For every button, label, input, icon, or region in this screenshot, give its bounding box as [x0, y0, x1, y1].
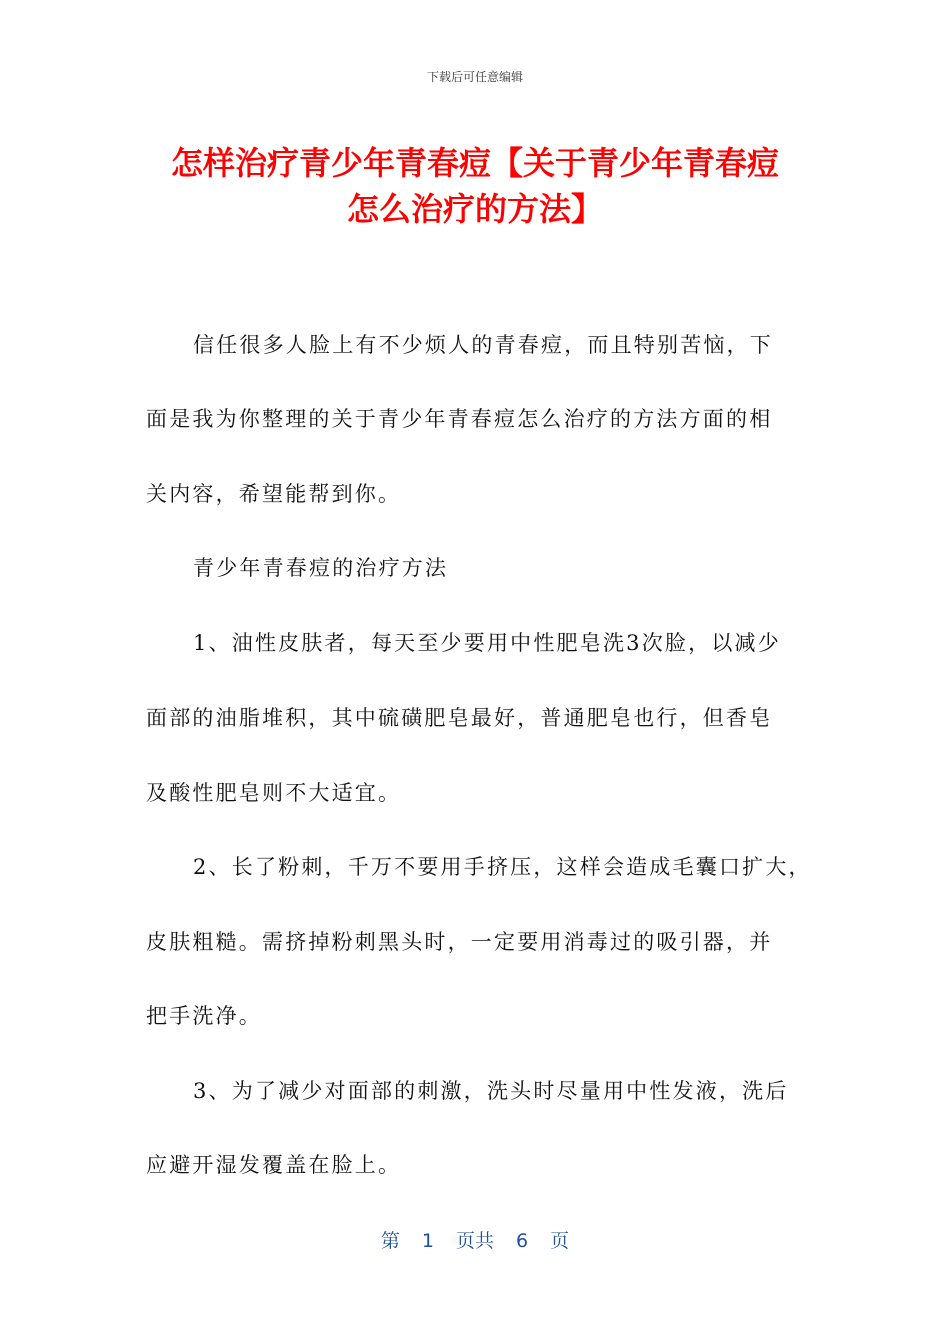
paragraph-line: 及酸性肥皂则不大适宜。: [146, 781, 402, 805]
paragraph-line: 3、为了减少对面部的刺激，洗头时尽量用中性发液，洗后: [193, 1079, 789, 1103]
paragraph-line: 皮肤粗糙。需挤掉粉刺黑头时，一定要用消毒过的吸引器，并: [146, 930, 773, 954]
paragraph-line: 面是我为你整理的关于青少年青春痘怎么治疗的方法方面的相: [146, 407, 773, 431]
document-title: [120, 140, 830, 232]
page-footer: [0, 1226, 950, 1253]
header-note: 下载后可任意编辑: [426, 70, 523, 84]
page-label-mid: 页共: [455, 1230, 494, 1252]
paragraph-line: 应避开湿发覆盖在脸上。: [146, 1153, 402, 1177]
title-line-2: 怎么治疗的方法】: [346, 190, 603, 228]
paragraph-line: 信任很多人脸上有不少烦人的青春痘，而且特别苦恼，下: [193, 333, 773, 357]
paragraph-line: 面部的油脂堆积，其中硫磺肥皂最好，普通肥皂也行，但香皂: [146, 706, 773, 730]
paragraph-line: 关内容，希望能帮到你。: [146, 482, 402, 506]
page-label-suffix: 页: [550, 1230, 570, 1252]
title-line-1: 怎样治疗青少年青春痘【关于青少年青春痘: [170, 144, 779, 182]
page-current: 1: [421, 1230, 434, 1252]
section-heading: 青少年青春痘的治疗方法: [193, 556, 449, 580]
page-total: 6: [516, 1230, 529, 1252]
paragraph-line: 2、长了粉刺，千万不要用手挤压，这样会造成毛囊口扩大，: [193, 855, 812, 879]
page-label-prefix: 第: [380, 1230, 400, 1252]
paragraph-line: 1、油性皮肤者，每天至少要用中性肥皂洗3次脸，以减少: [193, 631, 781, 655]
paragraph-line: 把手洗净。: [146, 1004, 262, 1028]
